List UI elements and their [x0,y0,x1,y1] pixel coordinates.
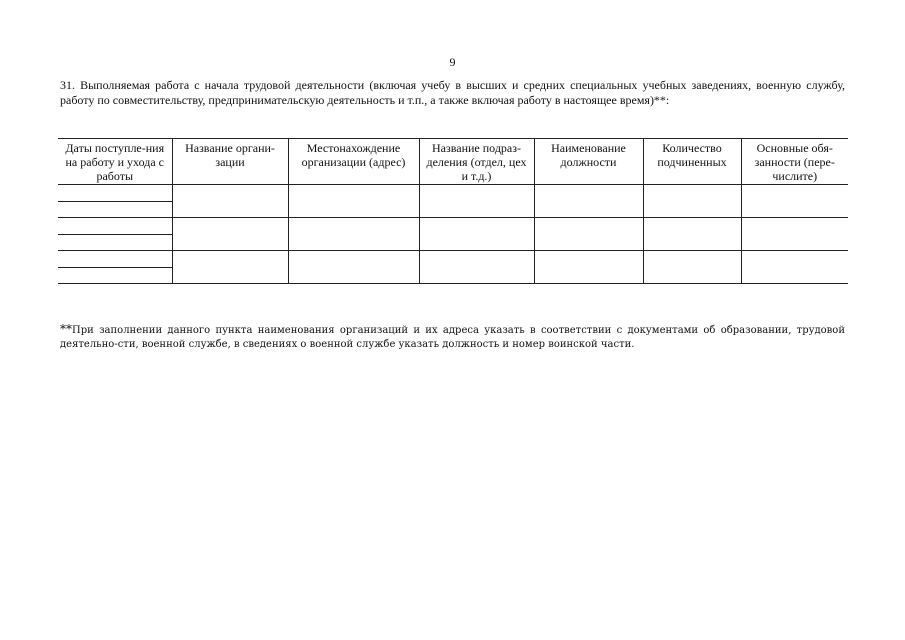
date-start-line[interactable] [58,185,172,202]
position-cell[interactable] [534,185,643,218]
page-number: 9 [449,55,456,69]
date-start-line[interactable] [58,218,172,235]
header-dates: Даты поступле-ния на работу и ухода с работы [58,139,172,185]
subordinates-cell[interactable] [643,218,741,251]
organization-address-cell[interactable] [288,251,419,284]
organization-name-cell[interactable] [172,218,288,251]
header-organization-name: Название органи-зации [172,139,288,185]
employment-history-table [58,138,848,284]
subdivision-cell[interactable] [419,251,534,284]
header-duties: Основные обя-занности (пере-числите) [741,139,848,185]
dates-cell[interactable] [58,218,172,251]
organization-name-cell[interactable] [172,251,288,284]
position-cell[interactable] [534,218,643,251]
footnote [60,322,845,352]
organization-address-cell[interactable] [288,185,419,218]
subordinates-cell[interactable] [643,251,741,284]
footnote-text: При заполнении данного пункта наименования организаций и их адреса указать в соответствии с документами об образовании, трудовой деятельно-сти, военной службе, в сведениях о военной службе указать должность и номер воинской части. [60,325,845,350]
duties-cell[interactable] [741,185,848,218]
table-row [58,185,848,218]
subdivision-cell[interactable] [419,185,534,218]
duties-cell[interactable] [741,251,848,284]
organization-address-cell[interactable] [288,218,419,251]
footnote-mark: ** [60,322,72,336]
dates-cell[interactable] [58,185,172,218]
position-cell[interactable] [534,251,643,284]
date-start-line[interactable] [58,251,172,268]
table-header-row [58,139,848,185]
header-organization-address: Местонахождение организации (адрес) [288,139,419,185]
header-subdivision: Название подраз-деления (отдел, цех и т.д.) [419,139,534,185]
table-row [58,251,848,284]
dates-cell[interactable] [58,251,172,284]
table-row [58,218,848,251]
header-subordinates: Количество подчиненных [643,139,741,185]
subdivision-cell[interactable] [419,218,534,251]
duties-cell[interactable] [741,218,848,251]
organization-name-cell[interactable] [172,185,288,218]
item-31-text: 31. Выполняемая работа с начала трудовой деятельности (включая учебу в высших и средних специальных учебных заведениях, военную службу, работу по совместительству, предпринимательскую деятельность и т.п., а также включая работу в настоящее время)**: [60,78,845,107]
header-position: Наименование должности [534,139,643,185]
subordinates-cell[interactable] [643,185,741,218]
